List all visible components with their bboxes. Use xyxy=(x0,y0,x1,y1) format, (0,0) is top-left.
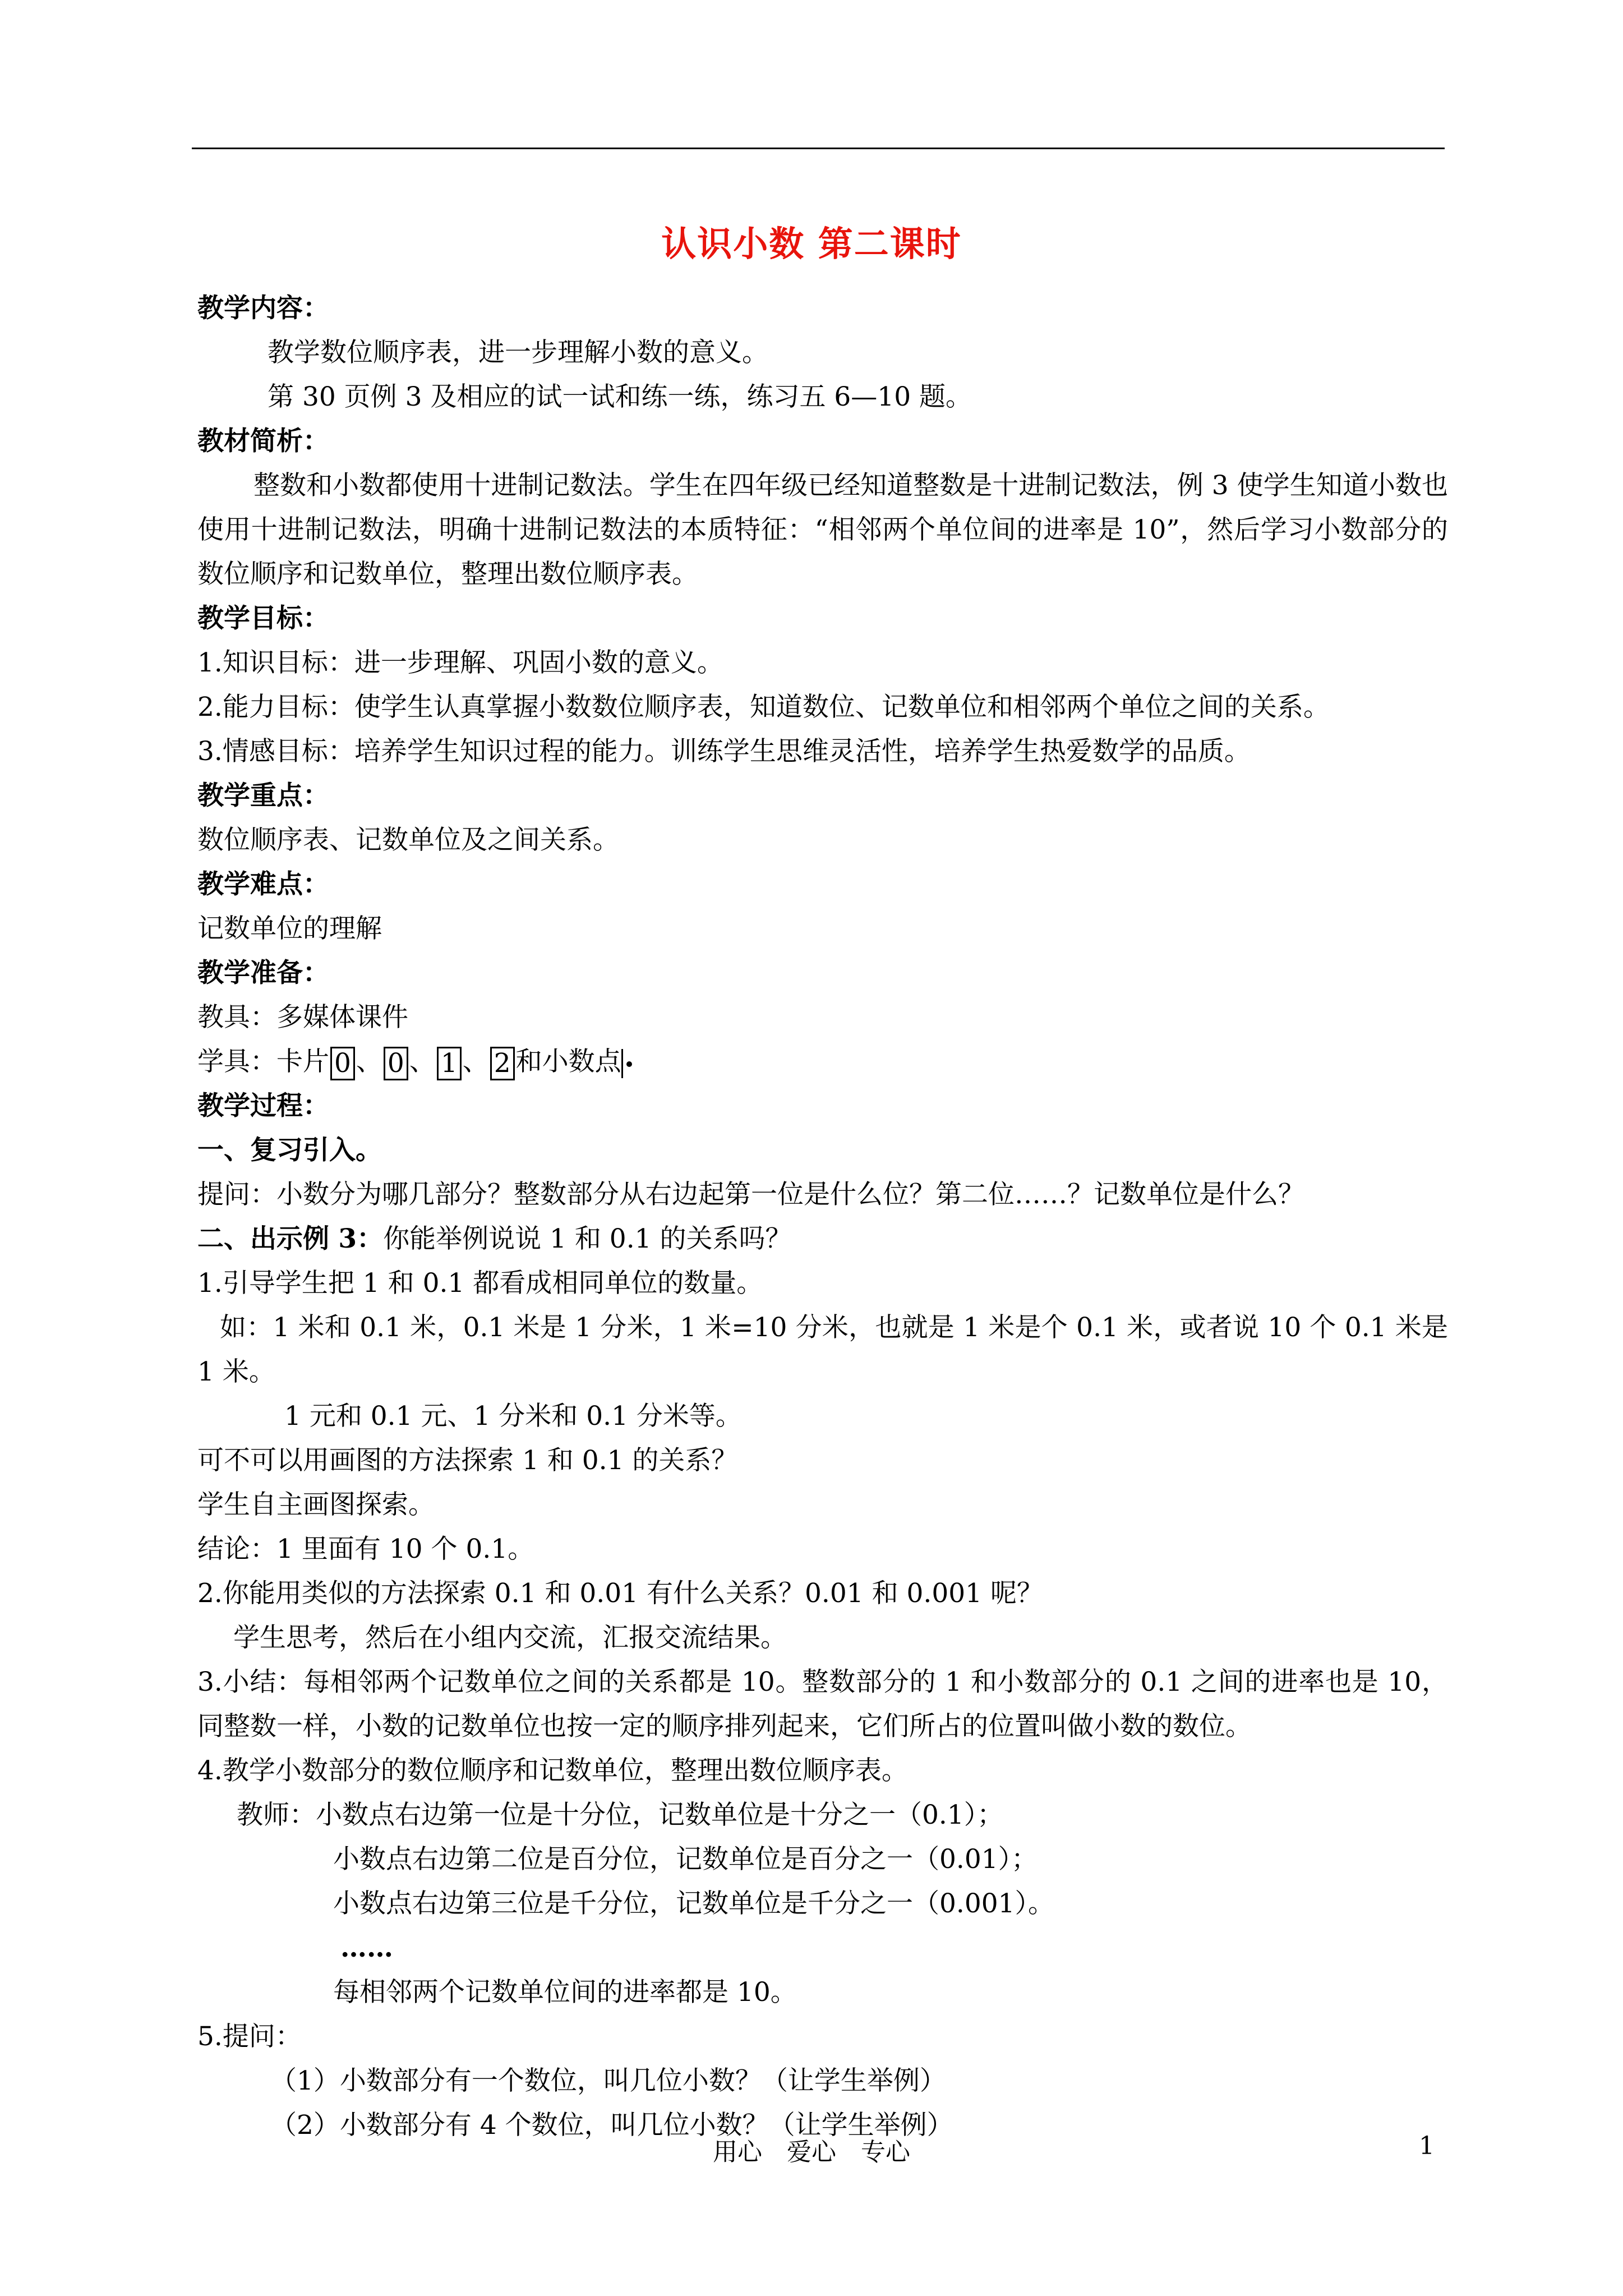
s4: 4.教学小数部分的数位顺序和记数单位，整理出数位顺序表。 xyxy=(197,1755,908,1786)
step2-heading: 二、出示例 3： xyxy=(197,1223,384,1254)
goal-item: 3.情感目标：培养学生知识过程的能力。训练学生思维灵活性，培养学生热爱数学的品质。 xyxy=(197,736,1251,767)
footer-slogan: 用心 爱心 专心 xyxy=(713,2138,910,2166)
number-card: 0 xyxy=(384,1047,408,1080)
header-rule xyxy=(192,148,1445,149)
separator: 、 xyxy=(409,1046,436,1077)
s5-item: （1）小数部分有一个数位，叫几位小数？（让学生举例） xyxy=(270,2065,946,2096)
prep-student-prefix: 学具：卡片 xyxy=(197,1046,329,1077)
content-line: 第 30 页例 3 及相应的试一试和练一练，练习五 6—10 题。 xyxy=(268,381,972,412)
heading-key: 教学重点： xyxy=(197,780,329,811)
document-body xyxy=(197,286,1448,2147)
page-number: 1 xyxy=(1419,2132,1435,2160)
step2-line xyxy=(197,1217,1448,1261)
s3: 3.小结：每相邻两个记数单位之间的关系都是 10。整数部分的 1 和小数部分的 0.1 之间的进率也是 10，同整数一样，小数的记数单位也按一定的顺序排列起来，它们所占的位置叫做小数的数位。 xyxy=(197,1667,1448,1742)
step1-text: 提问：小数分为哪几部分？整数部分从右边起第一位是什么位？第二位……？记数单位是什么？ xyxy=(197,1179,1304,1210)
heading-process: 教学过程： xyxy=(197,1091,329,1121)
content-line: 教学数位顺序表，进一步理解小数的意义。 xyxy=(268,337,768,368)
number-card: 1 xyxy=(437,1047,462,1080)
analysis-paragraph: 整数和小数都使用十进制记数法。学生在四年级已经知道整数是十进制记数法，例 3 使学生知道小数也使用十进制记数法，明确十进制记数法的本质特征：“相邻两个单位间的进率是 10”，然后学习小数部分的数位顺序和记数单位，整理出数位顺序表。 xyxy=(197,470,1448,590)
goal-item: 2.能力目标：使学生认真掌握小数数位顺序表，知道数位、记数单位和相邻两个单位之间的关系。 xyxy=(197,692,1330,723)
s2: 2.你能用类似的方法探索 0.1 和 0.01 有什么关系？0.01 和 0.001 呢？ xyxy=(197,1578,1044,1609)
heading-content: 教学内容： xyxy=(197,293,329,324)
heading-difficulty: 教学难点： xyxy=(197,869,329,900)
separator: 、 xyxy=(356,1046,382,1077)
s5: 5.提问： xyxy=(197,2021,302,2052)
goal-item: 1.知识目标：进一步理解、巩固小数的意义。 xyxy=(197,647,723,678)
teacher-line: 小数点右边第三位是千分位，记数单位是千分之一（0.001）。 xyxy=(333,1888,1055,1919)
prep-student-suffix: 和小数点 xyxy=(515,1046,621,1077)
s1-example2: 1 元和 0.1 元、1 分米和 0.1 分米等。 xyxy=(284,1401,742,1432)
teacher-label: 教师： xyxy=(237,1800,316,1830)
step1-heading: 一、复习引入。 xyxy=(197,1135,382,1166)
s1-conclusion: 结论：1 里面有 10 个 0.1。 xyxy=(197,1534,534,1565)
difficulty-text: 记数单位的理解 xyxy=(197,913,382,944)
s2-note: 学生思考，然后在小组内交流，汇报交流结果。 xyxy=(233,1622,787,1653)
s1-example: 如：1 米和 0.1 米，0.1 米是 1 分米，1 米=10 分米，也就是 1 米是个 0.1 米，或者说 10 个 0.1 米是 1 米。 xyxy=(197,1312,1448,1387)
ellipsis: …… xyxy=(340,1932,393,1963)
step2-question: 你能举例说说 1 和 0.1 的关系吗？ xyxy=(383,1223,792,1254)
prep-tools: 教具：多媒体课件 xyxy=(197,1002,408,1033)
teacher-line: 小数点右边第二位是百分位，记数单位是百分之一（0.01）； xyxy=(333,1844,1038,1875)
number-card: 2 xyxy=(490,1047,515,1080)
s5-item: （2）小数部分有 4 个数位，叫几位小数？（让学生举例） xyxy=(270,2110,953,2141)
s1-question: 可不可以用画图的方法探索 1 和 0.1 的关系？ xyxy=(197,1445,738,1476)
heading-prep: 教学准备： xyxy=(197,958,329,988)
prep-student-tools xyxy=(197,1039,1448,1084)
s1: 1.引导学生把 1 和 0.1 都看成相同单位的数量。 xyxy=(197,1268,763,1299)
document-title: 认识小数 第二课时 xyxy=(661,223,962,264)
teacher-line xyxy=(197,1793,1448,1837)
separator: 、 xyxy=(462,1046,489,1077)
heading-analysis: 教材简析： xyxy=(197,426,329,457)
number-card: 0 xyxy=(330,1047,355,1080)
decimal-point-card-icon xyxy=(621,1049,631,1078)
teacher-line-text: 小数点右边第一位是十分位，记数单位是十分之一（0.1）； xyxy=(316,1800,1004,1830)
s1-explore: 学生自主画图探索。 xyxy=(197,1489,435,1520)
teacher-summary: 每相邻两个记数单位间的进率都是 10。 xyxy=(333,1977,797,2008)
heading-goals: 教学目标： xyxy=(197,603,329,634)
key-text: 数位顺序表、记数单位及之间关系。 xyxy=(197,825,619,855)
